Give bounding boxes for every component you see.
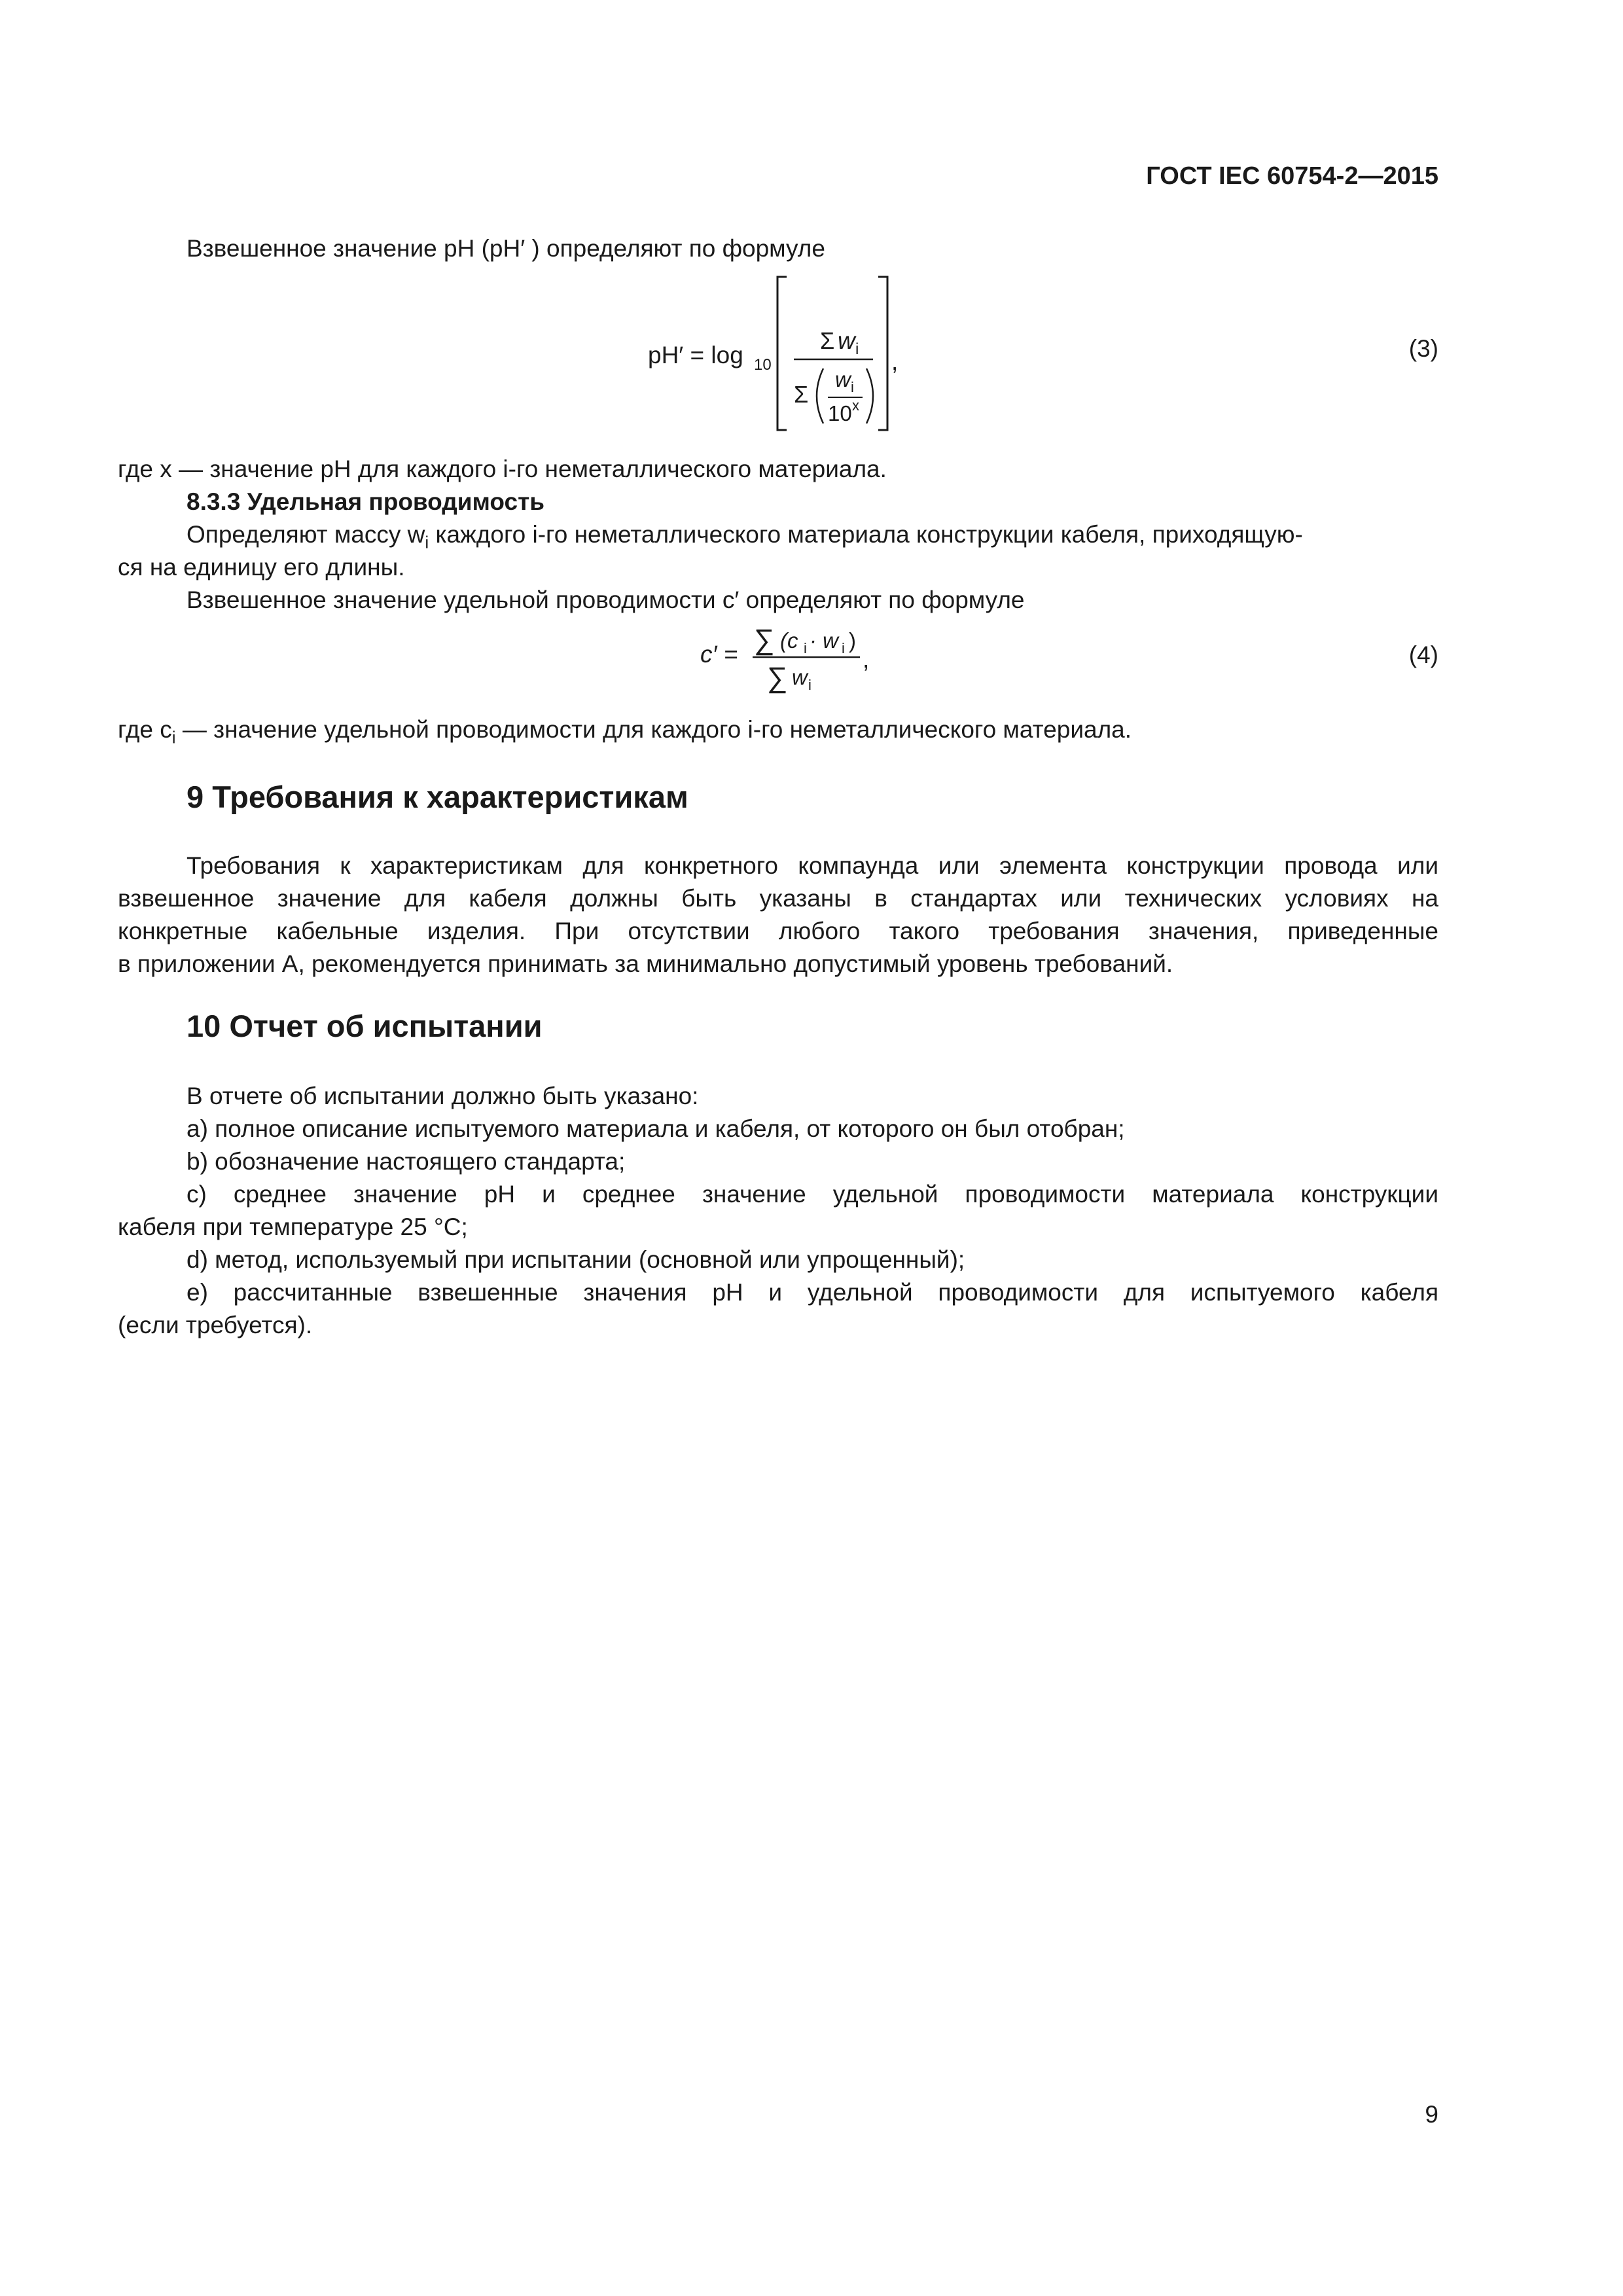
mass-definition-line1: Определяют массу $w_i$ каждого i-го неметаллического материала конструкции кабеля, приходящую- [187, 521, 1303, 552]
eq4-num-sum: ∑ [754, 624, 775, 656]
eq4-comma: , [863, 646, 870, 673]
equation-3 [641, 272, 916, 435]
list-item-b: b) обозначение настоящего стандарта; [187, 1148, 626, 1175]
eq3-num-sub: i [855, 340, 859, 358]
equation-4-number: (4) [1408, 641, 1438, 668]
eq4-lhs: c′ = [700, 641, 738, 668]
eq4-num-dot: · w [810, 628, 838, 653]
list-item-d: d) метод, используемый при испытании (основной или упрощенный); [187, 1246, 965, 1273]
page-number: 9 [1425, 2101, 1438, 2128]
eq3-den-w: w [835, 367, 851, 391]
sec9-line1: Требования к характеристикам для конкретного компаунда или элемента конструкции провода или [187, 852, 1438, 879]
section-9-title: 9 Требования к характеристикам [187, 780, 688, 814]
sec9-line4: в приложении А, рекомендуется принимать за минимально допустимый уровень требований. [118, 950, 1173, 977]
eq4-den-sum: ∑ [767, 662, 788, 694]
eq3-lhs-sub: 10 [754, 356, 772, 374]
list-item-c-line1: c) среднее значение рН и среднее значение удельной проводимости материала конструкции [187, 1181, 1438, 1208]
list-item-c-line2: кабеля при температуре 25 °С; [118, 1213, 468, 1240]
ph-where-text: где х — значение рН для каждого i-го неметаллического материала. [118, 456, 887, 482]
eq3-left-bracket [777, 277, 787, 430]
eq3-num-w: w [838, 327, 855, 354]
conductivity-formula-intro: Взвешенное значение удельной проводимости c′ определяют по формуле [187, 586, 1025, 613]
eq4-num-close: ) [849, 628, 856, 653]
eq3-right-paren [866, 368, 873, 423]
sec9-line3: конкретные кабельные изделия. При отсутствии любого такого требования значения, приведенные [118, 918, 1438, 944]
eq4-den-w: w [792, 665, 808, 689]
eq3-den-sub: i [851, 379, 854, 395]
eq3-lhs: рН′ = log [648, 342, 743, 368]
subsection-8-3-3-title: 8.3.3 Удельная проводимость [187, 488, 544, 515]
eq4-num-sub2: i [842, 640, 845, 656]
sec9-line2: взвешенное значение для кабеля должны быть указаны в стандартах или технических условиях на [118, 885, 1438, 912]
eq4-den-sub: i [808, 677, 812, 693]
mass-definition-line2: ся на единицу его длины. [118, 554, 405, 581]
document-id: ГОСТ IEC 60754-2—2015 [1146, 162, 1438, 190]
ph-formula-intro: Взвешенное значение рН (рН′ ) определяют по формуле [187, 235, 825, 262]
sec10-intro: В отчете об испытании должно быть указано: [187, 1083, 699, 1109]
conductivity-where-text: где $c_i$ — значение удельной проводимости для каждого i-го неметаллического материала. [118, 716, 1132, 747]
eq3-den-sum: Σ [794, 381, 809, 408]
list-item-e-line2: (если требуется). [118, 1312, 313, 1338]
eq3-num-sum: Σ [820, 327, 835, 354]
eq3-comma: , [891, 348, 899, 375]
equation-3-number: (3) [1408, 335, 1438, 362]
equation-4 [694, 617, 903, 695]
eq3-left-paren [817, 368, 823, 423]
list-item-e-line1: e) рассчитанные взвешенные значения рН и удельной проводимости для испытуемого кабеля [187, 1279, 1438, 1306]
eq3-ten: 10 [828, 401, 852, 425]
list-item-a: a) полное описание испытуемого материала и кабеля, от которого он был отобран; [187, 1115, 1125, 1142]
eq3-exp-x: x [852, 397, 859, 414]
eq4-num-sub1: i [804, 640, 807, 656]
section-10-title: 10 Отчет об испытании [187, 1009, 543, 1043]
eq4-num-open: (c [780, 628, 798, 653]
eq3-right-bracket [878, 277, 887, 430]
